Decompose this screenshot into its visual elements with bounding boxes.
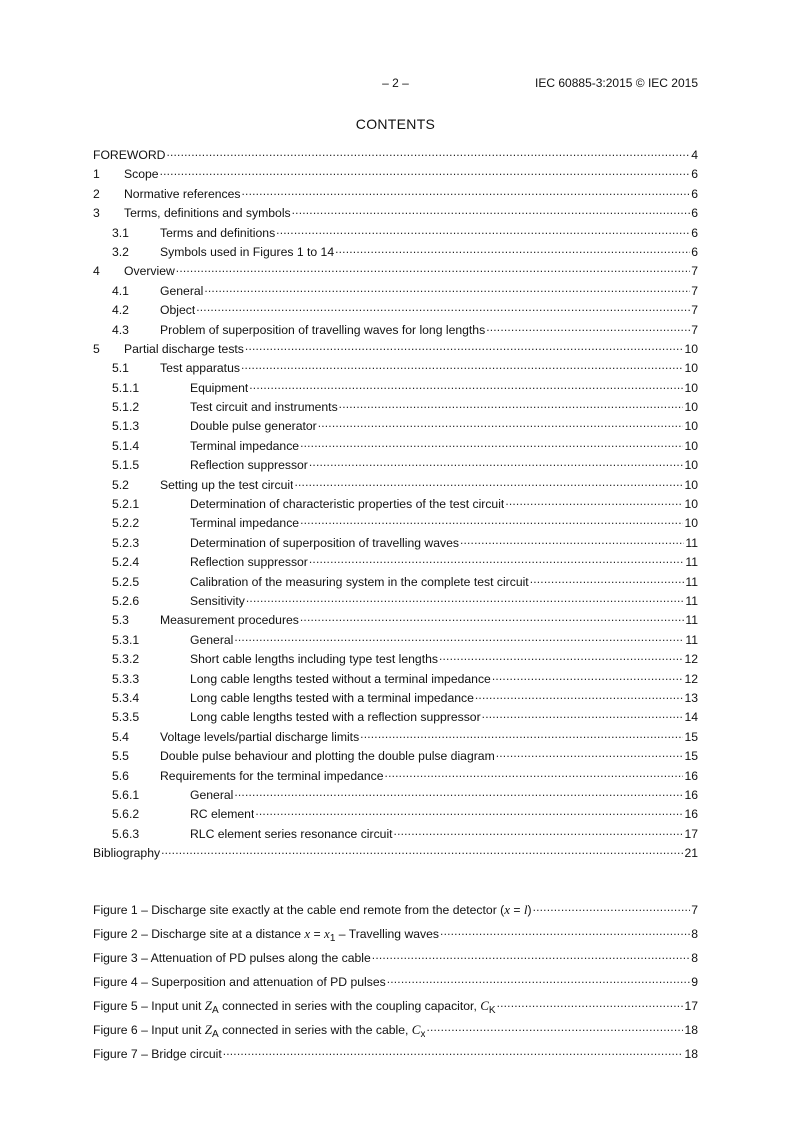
toc-entry[interactable] [93, 630, 698, 649]
toc-entry-title: Terminal impedance [190, 438, 300, 453]
toc-entry[interactable] [93, 649, 698, 668]
toc-entry-page: 10 [684, 477, 698, 492]
toc-entry-number: 5.2.1 [112, 497, 140, 512]
figure-entry-page: 7 [691, 903, 698, 917]
math-subscript: 1 [329, 933, 336, 944]
toc-entry-page: 11 [685, 555, 698, 570]
toc-entry-number: 5.3.5 [112, 710, 140, 725]
toc-entry-title: Reflection suppressor [190, 458, 308, 473]
toc-entry-number: 4 [93, 264, 100, 279]
toc-entry-page: 11 [685, 632, 698, 647]
toc-entry[interactable] [93, 533, 698, 552]
toc-entry-number: 5.6.1 [112, 787, 140, 802]
toc-entry-number: 5.6.2 [112, 807, 140, 822]
toc-entry-number: 5.3.2 [112, 652, 140, 667]
math-equals: = [310, 927, 325, 941]
toc-entry-page: 4 [691, 148, 698, 162]
math-variable: C [411, 1022, 421, 1037]
toc-entry[interactable] [93, 766, 698, 785]
figure-entry-title [93, 1047, 222, 1061]
toc-entry-page: 16 [684, 787, 698, 802]
toc-entry-number: 3 [93, 206, 100, 221]
toc-entry-number: 5.3.1 [112, 632, 140, 647]
figure-entry-page: 17 [684, 999, 698, 1013]
dot-leader [300, 436, 683, 450]
toc-entry[interactable] [93, 242, 698, 261]
dot-leader [387, 972, 691, 986]
math-subscript: K [488, 1005, 496, 1016]
dot-leader [497, 996, 684, 1010]
toc-entry-page: 6 [691, 186, 698, 201]
page-title: CONTENTS [355, 116, 436, 132]
math-subscript: A [212, 1029, 219, 1040]
toc-entry-number: 5.1.4 [112, 438, 140, 453]
toc-entry[interactable] [93, 513, 698, 532]
toc-entry-title: Short cable lengths including type test lengths [190, 652, 438, 667]
list-of-figures [93, 900, 698, 1068]
figure-caption-text: Figure 2 – Discharge site at a distance [93, 927, 305, 941]
math-variable: C [480, 998, 489, 1013]
toc-entry[interactable] [93, 785, 698, 804]
figure-entry-title [93, 902, 532, 918]
toc-entry-title: Calibration of the measuring system in the complete test circuit [190, 574, 529, 589]
toc-entry-page: 10 [684, 419, 698, 434]
figure-caption-text: Figure 3 – Attenuation of PD pulses along the cable [93, 951, 371, 965]
toc-entry[interactable] [93, 843, 698, 862]
toc-entry-page: 14 [684, 710, 698, 725]
dot-leader [245, 339, 684, 353]
toc-entry-title: Long cable lengths tested with a reflection suppressor [190, 710, 481, 725]
dot-leader [440, 924, 690, 938]
toc-entry[interactable] [93, 436, 698, 455]
toc-entry[interactable] [93, 746, 698, 765]
dot-leader [426, 1020, 683, 1034]
toc-entry-number: 5.2.2 [112, 516, 140, 531]
figure-caption-text: connected in series with the cable, [218, 1023, 412, 1037]
math-equals: = [509, 903, 524, 917]
math-subscript: A [212, 1005, 219, 1016]
toc-entry-page: 12 [684, 652, 698, 667]
toc-entry[interactable] [93, 281, 698, 300]
toc-entry-number: 5.4 [112, 729, 129, 744]
figure-entry[interactable] [93, 996, 698, 1020]
math-variable: x [504, 902, 510, 917]
toc-entry-title: Terminal impedance [190, 516, 300, 531]
figure-caption-text: – Travelling waves [335, 927, 440, 941]
figure-entry-title [93, 926, 439, 944]
toc-entry-title: Object [160, 303, 196, 318]
toc-entry-page: 6 [691, 244, 698, 259]
toc-entry-number: 3.2 [112, 244, 129, 259]
toc-entry-number: 5.6.3 [112, 826, 140, 841]
dot-leader [160, 164, 691, 178]
toc-entry-page: 17 [684, 826, 698, 841]
toc-entry-number: 5.2.3 [112, 535, 140, 550]
toc-entry-page: 10 [684, 361, 698, 376]
toc-entry-page: 15 [684, 749, 698, 764]
toc-entry-title: Determination of characteristic properties of the test circuit [190, 497, 505, 512]
dot-leader [309, 552, 684, 566]
toc-entry-page: 21 [684, 846, 698, 861]
toc-entry-page: 10 [684, 516, 698, 531]
dot-leader [161, 843, 683, 857]
toc-entry-title: Requirements for the terminal impedance [160, 768, 384, 783]
figure-caption-text: Figure 4 – Superposition and attenuation of PD pulses [93, 975, 386, 989]
dot-leader [255, 804, 683, 818]
page-number: – 2 – [382, 76, 409, 90]
figure-entry[interactable] [93, 948, 698, 972]
dot-leader [234, 630, 684, 644]
figure-entry[interactable] [93, 1044, 698, 1068]
dot-leader [241, 358, 683, 372]
toc-entry-number: 1 [93, 167, 100, 182]
toc-entry[interactable] [93, 320, 698, 339]
toc-entry[interactable] [93, 824, 698, 843]
toc-entry-title: Determination of superposition of travelling waves [190, 535, 459, 550]
toc-entry-title: Reflection suppressor [190, 555, 308, 570]
toc-entry-number: 5.2 [112, 477, 129, 492]
toc-entry-number: 5.1.5 [112, 458, 140, 473]
figure-caption-text: Figure 6 – Input unit [93, 1023, 205, 1037]
dot-leader [166, 145, 690, 159]
toc-entry[interactable] [93, 591, 698, 610]
dot-leader [300, 513, 683, 527]
toc-entry-title: Overview [124, 264, 175, 279]
dot-leader [475, 688, 684, 702]
toc-entry-title: Problem of superposition of travelling waves for long lengths [160, 322, 486, 337]
toc-entry[interactable] [93, 223, 698, 242]
table-of-contents [93, 145, 698, 862]
toc-entry-title: Measurement procedures [160, 613, 299, 628]
toc-entry[interactable] [93, 300, 698, 319]
toc-entry[interactable] [93, 688, 698, 707]
toc-entry[interactable] [93, 707, 698, 726]
dot-leader [486, 320, 690, 334]
toc-entry-number: 5.2.5 [112, 574, 140, 589]
dot-leader [294, 475, 683, 489]
toc-entry-number: 5.3.4 [112, 690, 140, 705]
toc-entry[interactable] [93, 669, 698, 688]
figure-caption-text: Figure 7 – Bridge circuit [93, 1047, 222, 1061]
dot-leader [496, 746, 684, 760]
toc-entry-page: 7 [691, 283, 698, 298]
toc-entry-number: 5.3 [112, 613, 129, 628]
toc-entry-title: Long cable lengths tested with a terminal impedance [190, 690, 474, 705]
dot-leader [318, 416, 684, 430]
toc-entry-title: General [190, 632, 234, 647]
dot-leader [292, 203, 691, 217]
toc-entry-title: General [160, 283, 204, 298]
toc-entry-number: 5.6 [112, 768, 129, 783]
toc-entry-number: 4.2 [112, 303, 129, 318]
dot-leader [530, 572, 685, 586]
dot-leader [335, 242, 690, 256]
toc-entry-page: 11 [685, 593, 698, 608]
dot-leader [204, 281, 690, 295]
toc-entry-page: 11 [685, 574, 698, 589]
toc-entry[interactable] [93, 610, 698, 629]
toc-entry-title: Terms and definitions [160, 225, 276, 240]
dot-leader [533, 900, 691, 914]
figure-entry[interactable] [93, 900, 698, 924]
toc-entry[interactable] [93, 804, 698, 823]
toc-entry-title: Test circuit and instruments [190, 400, 338, 415]
figure-entry-page: 18 [684, 1047, 698, 1061]
toc-entry-title: Double pulse behaviour and plotting the double pulse diagram [160, 749, 495, 764]
toc-entry[interactable] [93, 203, 698, 222]
dot-leader [360, 727, 683, 741]
toc-entry-title: Terms, definitions and symbols [124, 206, 291, 221]
figure-entry-title [93, 951, 371, 965]
toc-entry[interactable] [93, 164, 698, 183]
math-variable: Z [204, 1022, 213, 1037]
dot-leader [460, 533, 684, 547]
toc-entry[interactable] [93, 397, 698, 416]
toc-entry[interactable] [93, 261, 698, 280]
toc-entry-title: Scope [124, 167, 159, 182]
dot-leader [372, 948, 690, 962]
figure-entry[interactable] [93, 924, 698, 948]
toc-entry[interactable] [93, 494, 698, 513]
toc-entry-page: 15 [684, 729, 698, 744]
math-subscript: x [420, 1029, 426, 1040]
toc-entry-title: Symbols used in Figures 1 to 14 [160, 244, 335, 259]
toc-entry-number: 5.1.3 [112, 419, 140, 434]
figure-entry-page: 18 [684, 1023, 698, 1037]
toc-entry-page: 10 [684, 400, 698, 415]
toc-entry-number: 4.1 [112, 283, 129, 298]
toc-entry[interactable] [93, 475, 698, 494]
dot-leader [242, 184, 691, 198]
dot-leader [246, 591, 684, 605]
figure-entry-title [93, 998, 496, 1016]
toc-entry-number: 5.2.6 [112, 593, 140, 608]
toc-entry-number: 2 [93, 186, 100, 201]
figure-entry[interactable] [93, 1020, 698, 1044]
dot-leader [492, 669, 684, 683]
toc-entry-number: 5.2.4 [112, 555, 140, 570]
math-variable: x [304, 926, 311, 941]
toc-entry-title: Sensitivity [190, 593, 245, 608]
math-variable: x [324, 926, 330, 941]
toc-entry-title: Long cable lengths tested without a terminal impedance [190, 671, 491, 686]
toc-entry-title: Double pulse generator [190, 419, 317, 434]
dot-leader [394, 824, 684, 838]
toc-entry-title: Voltage levels/partial discharge limits [160, 729, 360, 744]
toc-entry-page: 6 [691, 167, 698, 182]
toc-entry-title: Partial discharge tests [124, 341, 244, 356]
dot-leader [176, 261, 690, 275]
toc-entry-page: 7 [691, 264, 698, 279]
toc-entry[interactable] [93, 184, 698, 203]
toc-entry-title: Normative references [124, 186, 241, 201]
toc-entry-title: Bibliography [93, 846, 161, 861]
toc-entry[interactable] [93, 378, 698, 397]
toc-entry-title: Setting up the test circuit [160, 477, 294, 492]
dot-leader [309, 455, 684, 469]
figure-caption-text: ) [527, 903, 532, 917]
toc-entry-page: 10 [684, 438, 698, 453]
figure-entry-page: 8 [691, 951, 698, 965]
toc-entry-page: 7 [691, 322, 698, 337]
figure-entry-page: 9 [691, 975, 698, 989]
dot-leader [482, 707, 684, 721]
dot-leader [234, 785, 683, 799]
dot-leader [385, 766, 684, 780]
dot-leader [196, 300, 690, 314]
toc-entry-page: 10 [684, 380, 698, 395]
toc-entry-page: 13 [684, 690, 698, 705]
toc-entry-page: 6 [691, 225, 698, 240]
figure-entry-title [93, 975, 386, 989]
toc-entry-number: 4.3 [112, 322, 129, 337]
toc-entry-page: 11 [685, 613, 698, 628]
toc-entry-page: 11 [685, 535, 698, 550]
toc-entry-number: 5.1.2 [112, 400, 140, 415]
toc-entry-page: 6 [691, 206, 698, 221]
toc-entry-number: 5.1 [112, 361, 129, 376]
toc-entry-title: General [190, 787, 234, 802]
toc-entry[interactable] [93, 339, 698, 358]
toc-entry[interactable] [93, 572, 698, 591]
toc-entry-title: RLC element series resonance circuit [190, 826, 393, 841]
toc-entry[interactable] [93, 455, 698, 474]
toc-entry-page: 16 [684, 807, 698, 822]
toc-entry-page: 10 [684, 497, 698, 512]
toc-entry[interactable] [93, 416, 698, 435]
standard-reference: IEC 60885-3:2015 © IEC 2015 [535, 76, 698, 90]
toc-entry-page: 12 [684, 671, 698, 686]
toc-entry-title: Test apparatus [160, 361, 240, 376]
toc-entry[interactable] [93, 552, 698, 571]
dot-leader [249, 378, 683, 392]
toc-entry-number: 3.1 [112, 225, 129, 240]
figure-caption-text: connected in series with the coupling capacitor, [218, 999, 481, 1013]
toc-entry-number: 5 [93, 341, 100, 356]
dot-leader [223, 1044, 684, 1058]
figure-entry-title [93, 1022, 425, 1040]
math-variable: l [523, 902, 528, 917]
figure-caption-text: Figure 1 – Discharge site exactly at the cable end remote from the detector ( [93, 903, 505, 917]
dot-leader [300, 610, 684, 624]
math-variable: Z [204, 998, 213, 1013]
toc-entry-title: Equipment [190, 380, 249, 395]
toc-entry-page: 10 [684, 458, 698, 473]
dot-leader [339, 397, 684, 411]
toc-entry-number: 5.1.1 [112, 380, 140, 395]
toc-entry-page: 16 [684, 768, 698, 783]
toc-entry-title: RC element [190, 807, 255, 822]
toc-entry-title: FOREWORD [93, 148, 166, 162]
page-header [93, 76, 698, 92]
dot-leader [505, 494, 683, 508]
toc-entry-page: 10 [684, 341, 698, 356]
toc-entry[interactable] [93, 727, 698, 746]
dot-leader [439, 649, 683, 663]
figure-caption-text: Figure 5 – Input unit [93, 999, 205, 1013]
toc-entry-number: 5.5 [112, 749, 129, 764]
toc-entry[interactable] [93, 358, 698, 377]
toc-entry[interactable] [93, 145, 698, 164]
dot-leader [276, 223, 690, 237]
figure-entry[interactable] [93, 972, 698, 996]
toc-entry-page: 7 [691, 303, 698, 318]
figure-entry-page: 8 [691, 927, 698, 941]
toc-entry-number: 5.3.3 [112, 671, 140, 686]
